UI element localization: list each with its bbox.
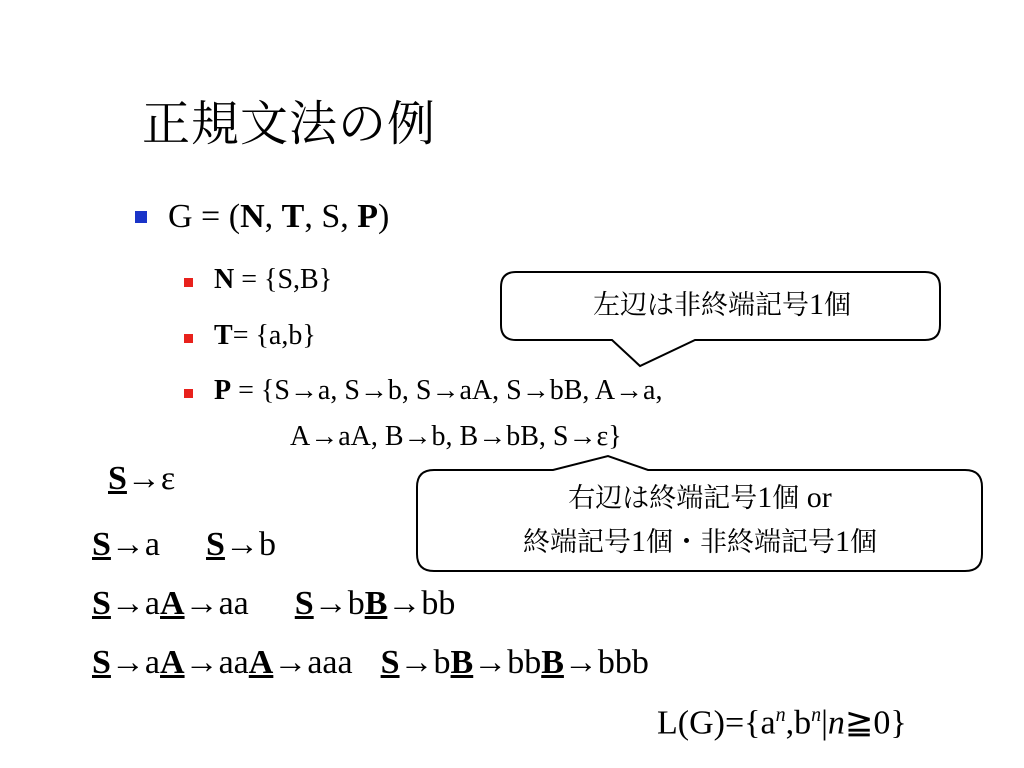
callout-bottom-jp2b: 個・非終端記号 xyxy=(646,527,835,558)
lang-n: n xyxy=(827,704,845,742)
t-label: T xyxy=(214,320,233,351)
callout-top-num: 1 xyxy=(809,288,824,321)
deriv-text: →b xyxy=(224,526,276,563)
deriv-symbol: S xyxy=(380,644,400,681)
g-def-suffix: ) xyxy=(378,198,390,235)
lang-suffix: ≧0} xyxy=(844,704,907,742)
callout-bottom-jp2c: 個 xyxy=(850,527,877,558)
callout-bottom-line2 xyxy=(420,527,980,557)
g-def-sep2: , S, xyxy=(304,198,358,235)
deriv-text: →a xyxy=(110,585,161,622)
production-set-continued: A→aA, B→b, B→bB, S→ε} xyxy=(290,421,622,452)
language-definition xyxy=(657,705,907,740)
deriv-text: →aa xyxy=(184,644,249,681)
derivation-row-3 xyxy=(92,587,455,621)
lang-bar: | xyxy=(821,704,828,742)
lang-sup2: n xyxy=(811,704,822,726)
p-label: P xyxy=(214,375,232,406)
deriv-text: →ε xyxy=(126,460,176,497)
deriv-symbol: S xyxy=(92,585,111,622)
deriv-symbol: A xyxy=(248,644,274,681)
deriv-symbol: S xyxy=(294,585,314,622)
deriv-symbol: S xyxy=(206,526,225,563)
deriv-text: →b xyxy=(399,644,451,681)
deriv-text: →bb xyxy=(387,585,456,622)
slide-title: 正規文法の例 xyxy=(142,96,437,152)
deriv-text: →b xyxy=(313,585,365,622)
deriv-text: →bbb xyxy=(563,644,649,681)
g-def-sep1: , xyxy=(264,198,282,235)
deriv-symbol: B xyxy=(541,644,564,681)
deriv-symbol: B xyxy=(364,585,388,622)
deriv-text: →a xyxy=(110,644,161,681)
g-def-p: P xyxy=(357,198,379,235)
callout-bottom-jp1: 右辺は終端記号 xyxy=(568,483,758,514)
callout-bottom-num1: 1 xyxy=(757,481,773,514)
callout-bottom-line1 xyxy=(420,483,980,513)
callout-bottom-or: or xyxy=(799,481,832,514)
deriv-symbol: S xyxy=(92,526,111,563)
derivation-row-4 xyxy=(92,646,649,680)
callout-bottom-num2: 1 xyxy=(631,525,646,558)
deriv-symbol: A xyxy=(160,644,185,681)
n-label: N xyxy=(214,264,235,295)
deriv-text: →a xyxy=(110,526,161,563)
callout-top-jp: 左辺は非終端記号 xyxy=(593,290,809,321)
deriv-text: →bb xyxy=(473,644,542,681)
deriv-symbol: B xyxy=(450,644,474,681)
g-def-n: N xyxy=(240,198,265,235)
deriv-text: →aaa xyxy=(273,644,353,681)
p-value-line1: = {S→a, S→b, S→aA, S→bB, A→a, xyxy=(231,375,663,406)
lang-mid: ,b xyxy=(785,704,812,742)
lang-prefix: L(G)={a xyxy=(657,704,776,742)
lang-sup1: n xyxy=(775,704,786,726)
t-value: = {a,b} xyxy=(232,320,316,351)
deriv-text: →aa xyxy=(184,585,249,622)
g-def-t: T xyxy=(281,198,305,235)
deriv-symbol: S xyxy=(108,460,127,497)
n-value: = {S,B} xyxy=(234,264,333,295)
deriv-symbol: A xyxy=(160,585,185,622)
derivation-row-1 xyxy=(108,462,175,496)
derivation-row-2 xyxy=(92,528,276,562)
callout-bottom-jp1b: 個 xyxy=(772,483,800,514)
callout-top-jp2: 個 xyxy=(824,290,851,321)
deriv-symbol: S xyxy=(92,644,111,681)
callout-bottom-jp2: 終端記号 xyxy=(523,527,631,558)
callout-top-text xyxy=(527,290,917,320)
g-def-prefix: G = ( xyxy=(168,198,241,235)
callout-bottom-num3: 1 xyxy=(835,525,850,558)
